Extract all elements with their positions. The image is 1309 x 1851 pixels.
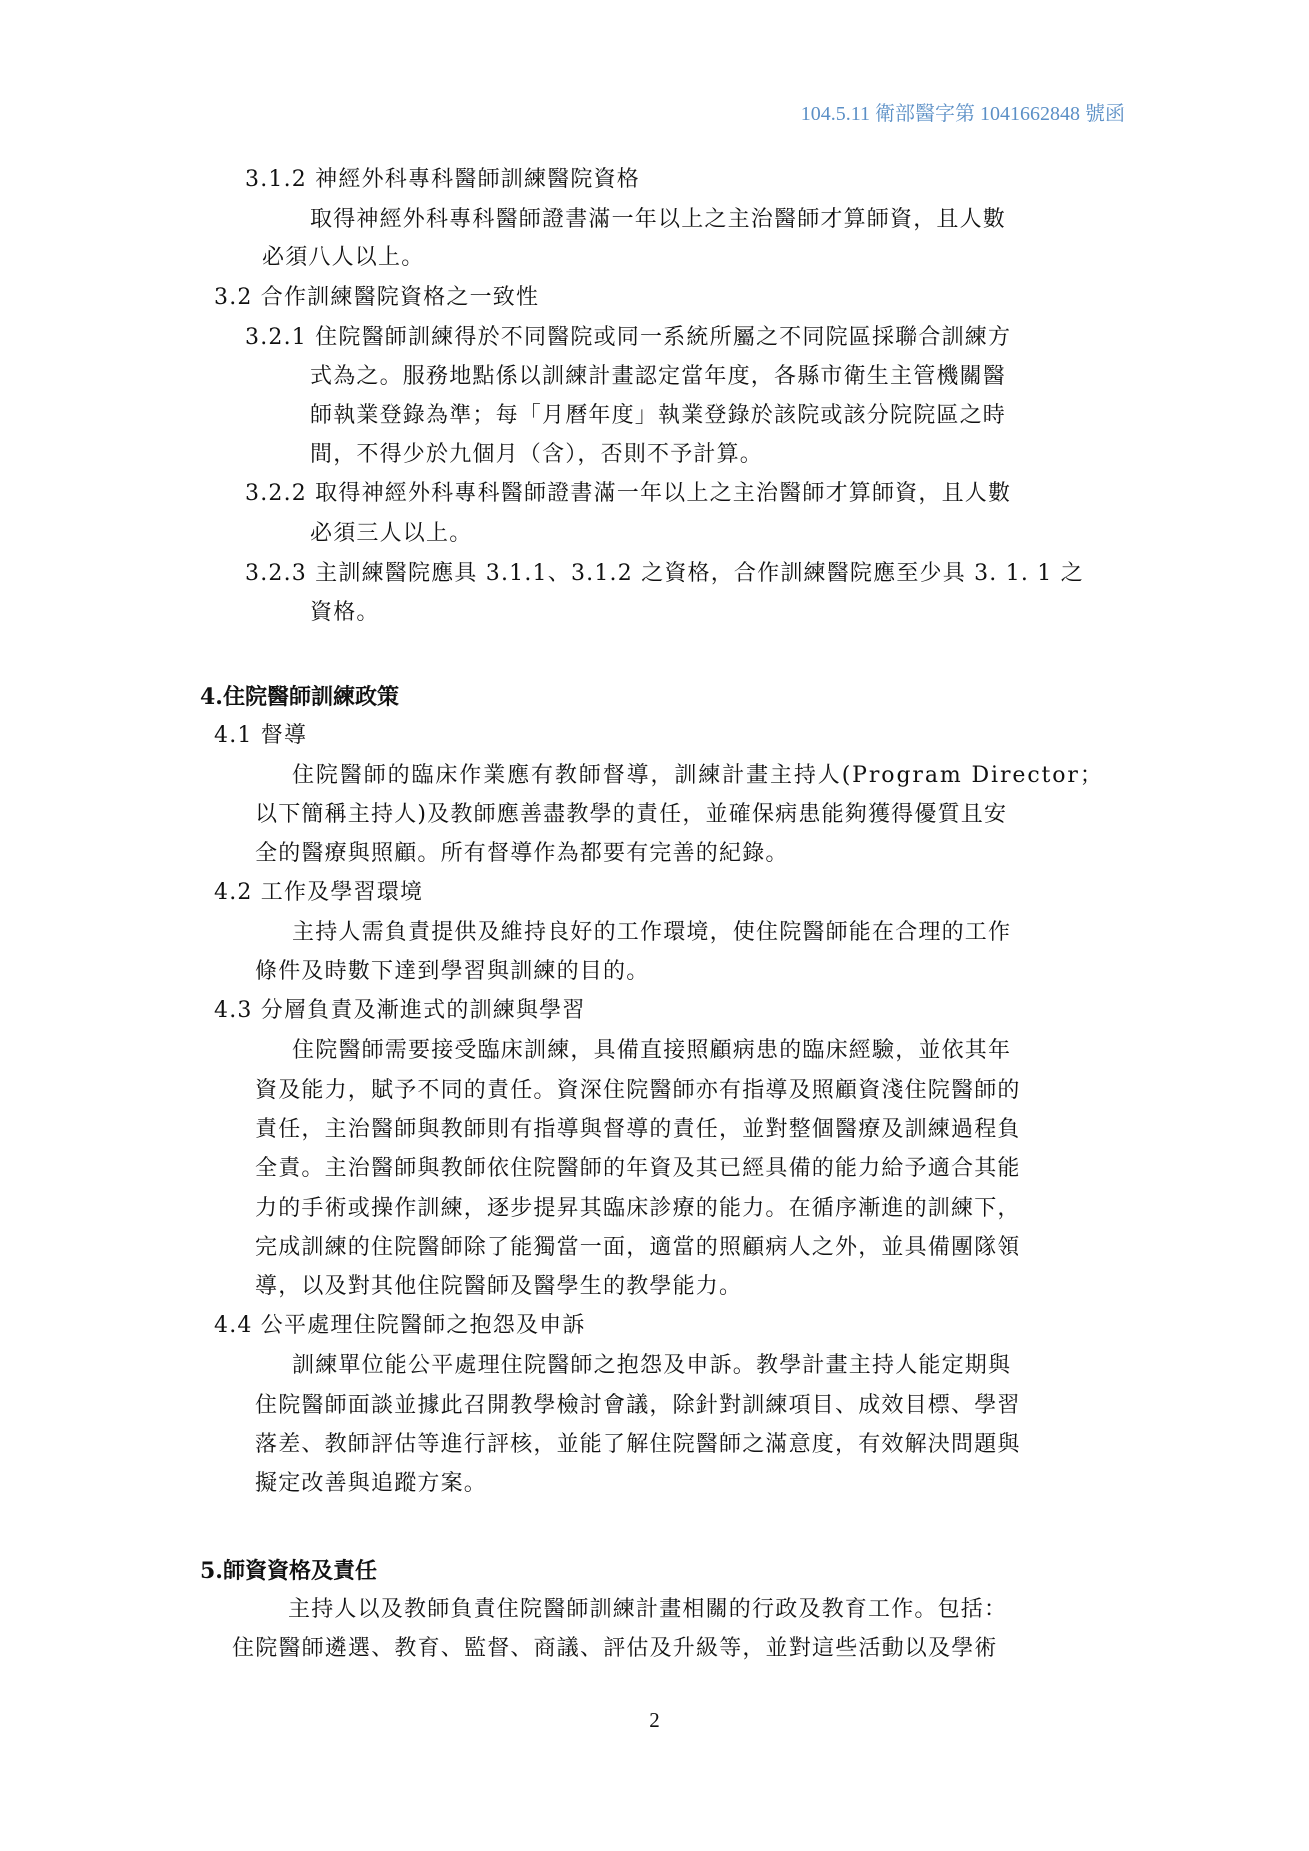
paragraph-line: 訓練單位能公平處理住院醫師之抱怨及申訴。教學計畫主持人能定期與 <box>292 1353 1012 1378</box>
paragraph-line: 力的手術或操作訓練，逐步提昇其臨床診療的能力。在循序漸進的訓練下， <box>255 1196 1021 1221</box>
section-4-heading: 4.住院醫師訓練政策 <box>200 684 399 710</box>
paragraph-line: 住院醫師遴選、教育、監督、商議、評估及升級等，並對這些活動以及學術 <box>232 1636 998 1661</box>
paragraph-line: 完成訓練的住院醫師除了能獨當一面，適當的照顧病人之外，並具備團隊領 <box>255 1235 1021 1260</box>
paragraph-line: 資格。 <box>310 600 380 625</box>
subsection-4-4-title: 4.4 公平處理住院醫師之抱怨及申訴 <box>214 1313 586 1338</box>
paragraph-line: 落差、教師評估等進行評核，並能了解住院醫師之滿意度，有效解決問題與 <box>255 1432 1021 1457</box>
paragraph-line: 取得神經外科專科醫師證書滿一年以上之主治醫師才算師資，且人數 <box>310 207 1007 232</box>
paragraph-line: 間，不得少於九個月（含），否則不予計算。 <box>310 442 764 467</box>
paragraph-line: 責任，主治醫師與教師則有指導與督導的責任，並對整個醫療及訓練過程負 <box>255 1117 1021 1142</box>
paragraph-line: 住院醫師需要接受臨床訓練，具備直接照顧病患的臨床經驗，並依其年 <box>292 1038 1012 1063</box>
document-reference-number: 104.5.11 衛部醫字第 1041662848 號函 <box>800 103 1125 125</box>
paragraph-line: 3.2.1 住院醫師訓練得於不同醫院或同一系統所屬之不同院區採聯合訓練方 <box>245 325 1012 350</box>
paragraph-line: 全的醫療與照顧。所有督導作為都要有完善的紀錄。 <box>255 841 789 866</box>
paragraph-line: 主持人需負責提供及維持良好的工作環境，使住院醫師能在合理的工作 <box>292 920 1012 945</box>
section-5-heading: 5.師資資格及責任 <box>200 1558 377 1584</box>
paragraph-line: 必須八人以上。 <box>262 245 425 270</box>
paragraph-line: 師執業登錄為準；每「月曆年度」執業登錄於該院或該分院院區之時 <box>310 403 1007 428</box>
paragraph-line: 3.2.3 主訓練醫院應具 3.1.1、3.1.2 之資格，合作訓練醫院應至少具 3. 1. 1 之 <box>245 561 1084 586</box>
paragraph-line: 住院醫師面談並據此召開教學檢討會議，除針對訓練項目、成效目標、學習 <box>255 1393 1021 1418</box>
paragraph-line: 3.2.2 取得神經外科專科醫師證書滿一年以上之主治醫師才算師資，且人數 <box>245 481 1012 506</box>
paragraph-line: 導，以及對其他住院醫師及醫學生的教學能力。 <box>255 1274 743 1299</box>
subsection-4-1-title: 4.1 督導 <box>214 723 308 748</box>
paragraph-line: 資及能力，賦予不同的責任。資深住院醫師亦有指導及照顧資淺住院醫師的 <box>255 1078 1021 1103</box>
paragraph-line: 全責。主治醫師與教師依住院醫師的年資及其已經具備的能力給予適合其能 <box>255 1156 1021 1181</box>
paragraph-line: 以下簡稱主持人)及教師應善盡教學的責任，並確保病患能夠獲得優質且安 <box>255 802 1008 827</box>
subsection-4-3-title: 4.3 分層負責及漸進式的訓練與學習 <box>214 998 586 1023</box>
paragraph-line: 住院醫師的臨床作業應有教師督導，訓練計畫主持人(Program Director； <box>292 763 1104 788</box>
paragraph-line: 條件及時數下達到學習與訓練的目的。 <box>255 959 650 984</box>
paragraph-line: 主持人以及教師負責住院醫師訓練計畫相關的行政及教育工作。包括： <box>288 1597 1008 1622</box>
subsection-3-1-2-title: 3.1.2 神經外科專科醫師訓練醫院資格 <box>245 167 640 192</box>
paragraph-line: 擬定改善與追蹤方案。 <box>255 1471 488 1496</box>
subsection-3-2-title: 3.2 合作訓練醫院資格之一致性 <box>214 285 540 310</box>
page-number: 2 <box>649 1708 660 1732</box>
paragraph-line: 式為之。服務地點係以訓練計畫認定當年度，各縣市衛生主管機關醫 <box>310 364 1007 389</box>
subsection-4-2-title: 4.2 工作及學習環境 <box>214 880 424 905</box>
paragraph-line: 必須三人以上。 <box>310 521 473 546</box>
